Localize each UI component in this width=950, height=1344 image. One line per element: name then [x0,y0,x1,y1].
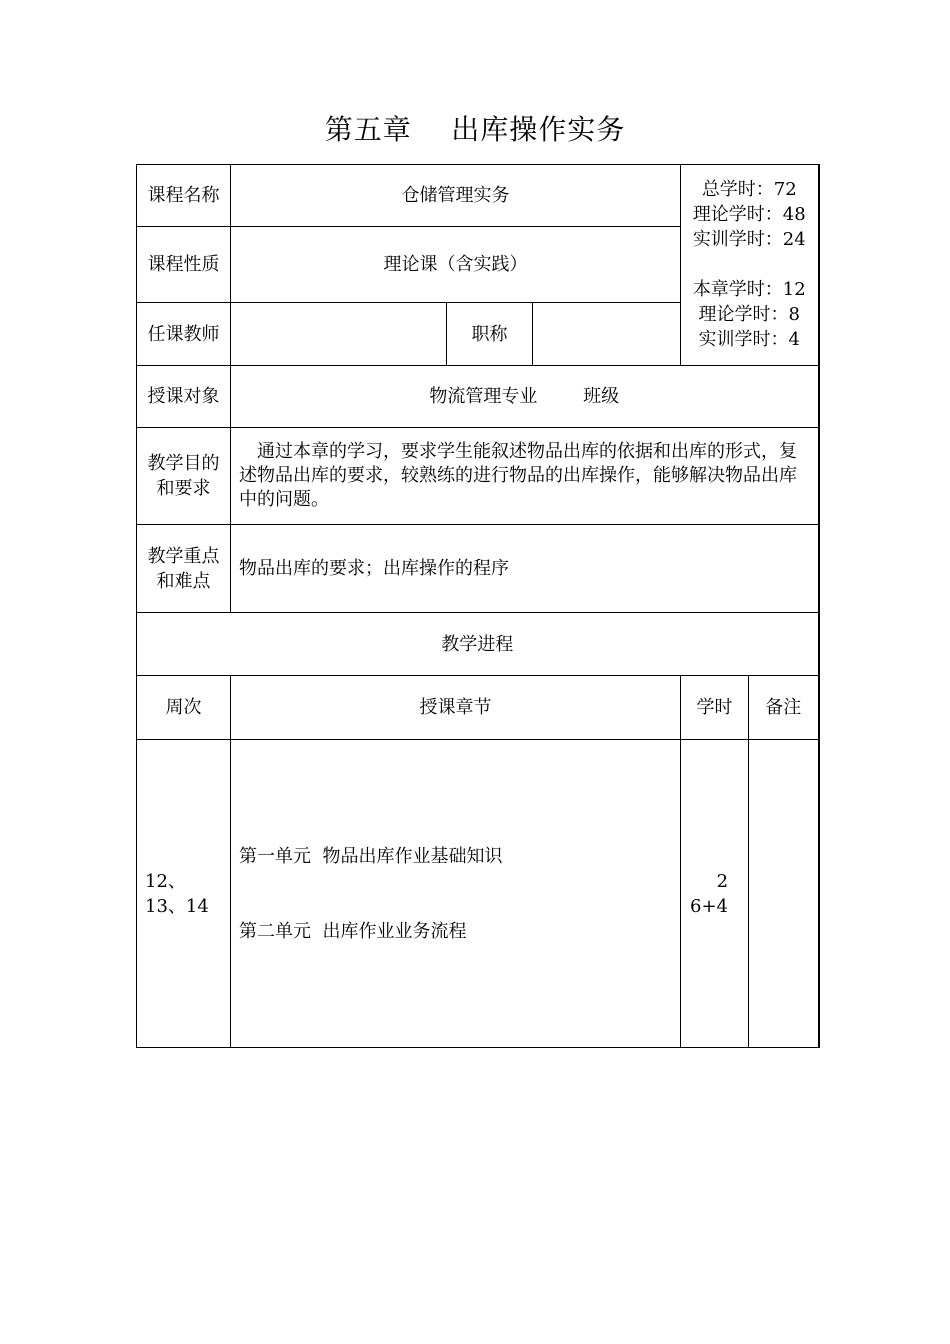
key-points-label: 教学重点和难点 [137,525,231,613]
hours-cell [681,740,749,1048]
week-header: 周次 [137,676,231,740]
course-name-value: 仓储管理实务 [231,165,681,227]
chapter-theory-hours: 理论学时：8 [698,304,800,325]
practice-hours: 实训学时：24 [692,229,806,250]
chapter-total-hours: 本章学时：12 [692,279,806,300]
teacher-label: 任课教师 [137,303,231,366]
unit-line: 第二单元 出库作业业务流程 [239,920,467,942]
chapter-header: 授课章节 [231,676,681,740]
remarks-value [749,740,819,1048]
remarks-header: 备注 [749,676,819,740]
objectives-text: 通过本章的学习，要求学生能叙述物品出库的依据和出库的形式，复述物品出库的要求，较熟练的进行物品的出库操作，能够解决物品出库中的问题。 [239,441,797,510]
row-schedule-header [137,676,819,740]
week-value: 12、13、14 [137,740,231,1048]
job-title-value [533,303,681,366]
course-name-label: 课程名称 [137,165,231,227]
course-plan-table [136,164,820,1048]
objectives-label: 教学目的和要求 [137,428,231,525]
audience-label: 授课对象 [137,366,231,428]
row-objectives [137,428,819,525]
row-audience [137,366,819,428]
objectives-cell [231,428,819,525]
audience-value: 物流管理专业 班级 [231,366,819,428]
theory-hours: 理论学时：48 [692,204,806,225]
chapter-practice-hours: 实训学时：4 [698,329,800,350]
job-title-label: 职称 [447,303,533,366]
units-cell [231,740,681,1048]
course-nature-label: 课程性质 [137,227,231,303]
teacher-value [231,303,447,366]
row-key-points [137,525,819,613]
total-hours: 总学时：72 [701,179,797,200]
unit-line: 第一单元 物品出库作业基础知识 [239,845,503,867]
key-points-value: 物品出库的要求；出库操作的程序 [231,525,819,613]
unit-hours: 2 [716,870,729,892]
progress-heading: 教学进程 [137,613,819,676]
course-nature-value: 理论课（含实践） [231,227,681,303]
hours-header: 学时 [681,676,749,740]
unit-hours: 6+4 [690,895,729,917]
hours-summary [681,165,819,366]
row-course-name [137,165,819,227]
row-progress [137,613,819,676]
page-title: 第五章 出库操作实务 [324,113,626,146]
row-schedule-content [137,740,819,1048]
